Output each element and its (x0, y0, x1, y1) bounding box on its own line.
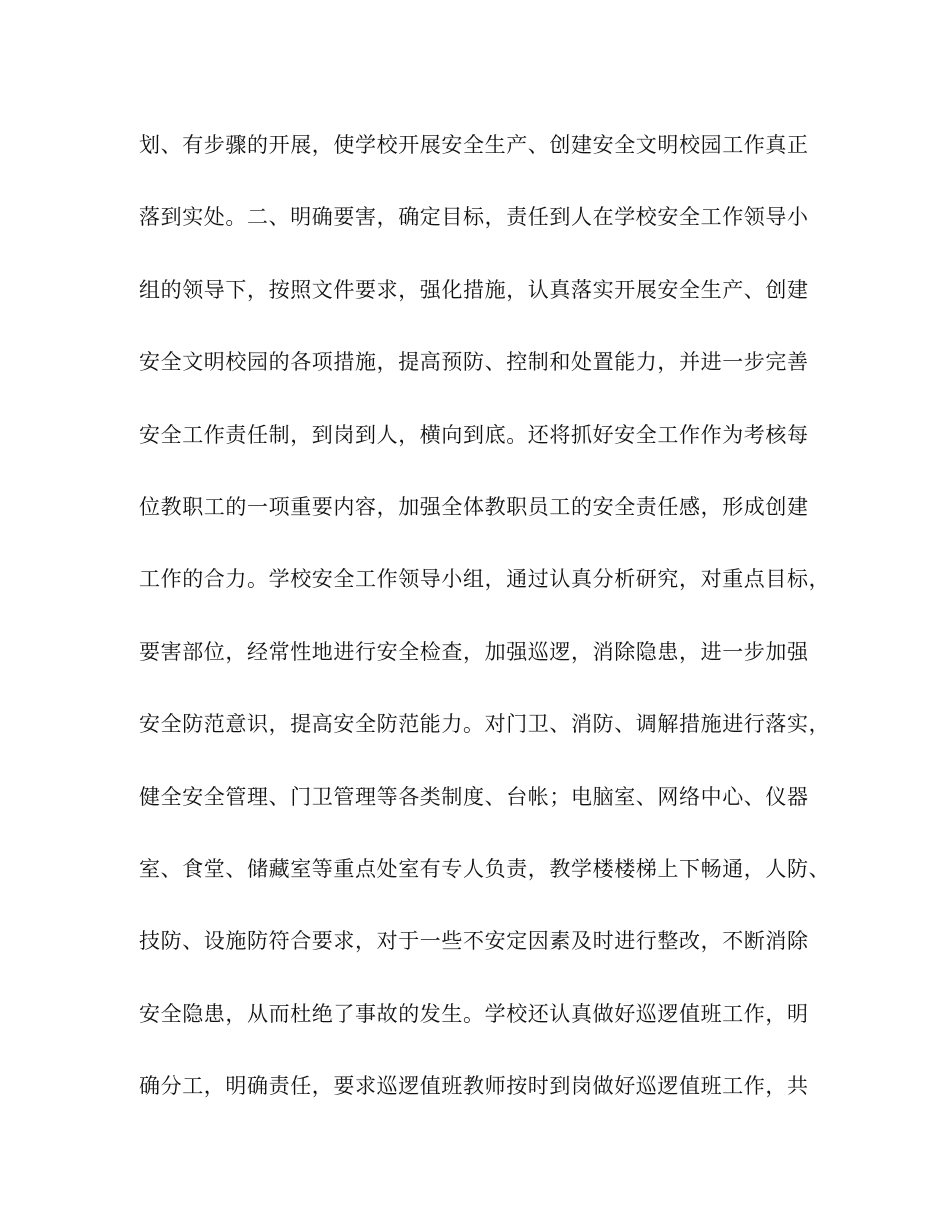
text-line: 要害部位，经常性地进行安全检查，加强巡逻，消除隐患，进一步加强 (139, 639, 809, 664)
text-line: 确分工，明确责任，要求巡逻值班教师按时到岗做好巡逻值班工作，共 (139, 1074, 809, 1099)
text-line: 工作的合力。学校安全工作领导小组，通过认真分析研究，对重点目标， (139, 567, 831, 592)
text-line: 室、食堂、储藏室等重点处室有专人负责，教学楼楼梯上下畅通，人防、 (139, 856, 831, 881)
body-text (139, 125, 839, 1138)
text-line: 安全工作责任制，到岗到人，横向到底。还将抓好安全工作作为考核每 (139, 422, 809, 447)
text-line: 落到实处。二、明确要害，确定目标，责任到人在学校安全工作领导小 (139, 205, 809, 230)
text-line: 组的领导下，按照文件要求，强化措施，认真落实开展安全生产、创建 (139, 277, 809, 302)
text-line: 划、有步骤的开展，使学校开展安全生产、创建安全文明校园工作真正 (139, 133, 809, 157)
text-line: 健全安全管理、门卫管理等各类制度、台帐；电脑室、网络中心、仪器 (139, 784, 809, 809)
text-line: 安全文明校园的各项措施，提高预防、控制和处置能力，并进一步完善 (139, 350, 809, 375)
text-line: 技防、设施防符合要求，对于一些不安定因素及时进行整改，不断消除 (139, 929, 809, 954)
text-line: 位教职工的一项重要内容，加强全体教职员工的安全责任感，形成创建 (139, 494, 809, 519)
text-line: 安全防范意识，提高安全防范能力。对门卫、消防、调解措施进行落实， (139, 712, 831, 737)
text-line: 安全隐患，从而杜绝了事故的发生。学校还认真做好巡逻值班工作，明 (139, 1001, 809, 1026)
